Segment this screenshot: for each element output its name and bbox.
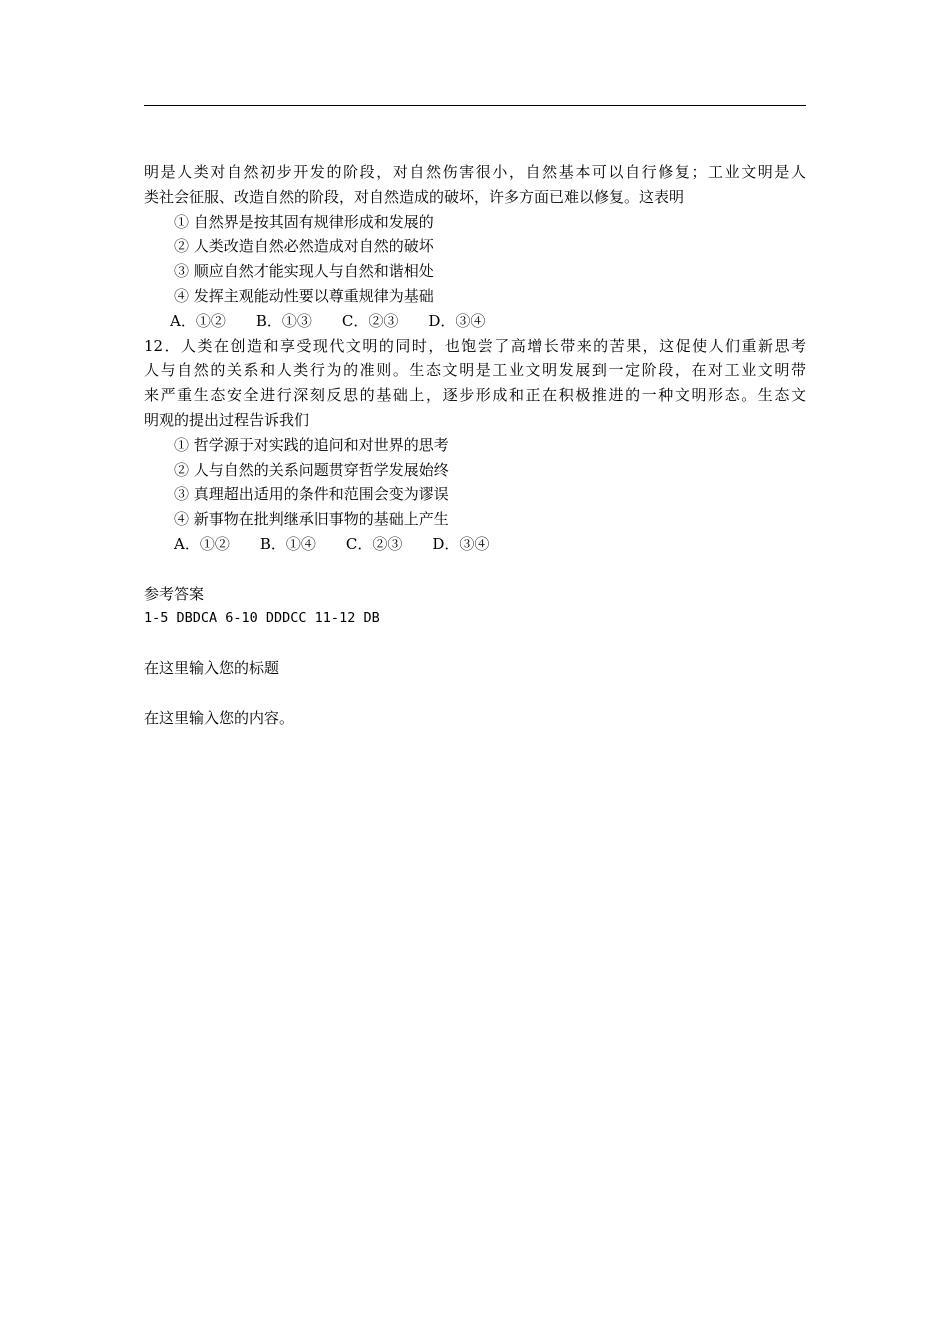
answer-key-heading: 参考答案 xyxy=(144,584,205,603)
placeholder-content[interactable]: 在这里输入您的内容。 xyxy=(144,708,295,727)
statement-item: ② 人与自然的关系问题贯穿哲学发展始终 xyxy=(174,460,449,479)
question-stem-line: 人与自然的关系和人类行为的准则。生态文明是工业文明发展到一定阶段，在对工业文明带 xyxy=(144,361,806,380)
statement-item: ① 哲学源于对实践的追问和对世界的思考 xyxy=(174,435,449,454)
question-stem-line: 明观的提出过程告诉我们 xyxy=(144,410,310,429)
spacer xyxy=(144,557,806,582)
spacer xyxy=(144,631,806,656)
question-stem-line: 明是人类对自然初步开发的阶段，对自然伤害很小，自然基本可以自行修复；工业文明是人 xyxy=(144,163,806,181)
question-stem-line: 来严重生态安全进行深刻反思的基础上，逐步形成和正在积极推进的一种文明形态。生态文 xyxy=(144,386,806,405)
statement-item: ④ 新事物在批判继承旧事物的基础上产生 xyxy=(174,510,449,529)
question-12 xyxy=(144,334,806,557)
statement-item: ② 人类改造自然必然造成对自然的破坏 xyxy=(174,237,434,256)
answer-key xyxy=(144,582,806,632)
answer-options: A．①② B．①③ C．②③ D．③④ xyxy=(170,311,486,330)
question-stem-line: 12．人类在创造和享受现代文明的同时，也饱尝了高增长带来的苦果，这促使人们重新思考 xyxy=(144,336,806,355)
statement-item: ① 自然界是按其固有规律形成和发展的 xyxy=(174,212,434,231)
header-rule xyxy=(144,105,806,106)
spacer xyxy=(144,681,806,706)
question-stem-line: 类社会征服、改造自然的阶段，对自然造成的破坏，许多方面已难以修复。这表明 xyxy=(144,187,685,206)
statement-item: ④ 发挥主观能动性要以尊重规律为基础 xyxy=(174,286,434,305)
document-body xyxy=(144,160,806,730)
placeholder-title[interactable]: 在这里输入您的标题 xyxy=(144,658,280,677)
statement-item: ③ 真理超出适用的条件和范围会变为谬误 xyxy=(174,485,449,504)
question-11 xyxy=(144,160,806,334)
answer-key-text: 1-5 DBDCA 6-10 DDDCC 11-12 DB xyxy=(144,610,380,627)
answer-options: A．①② B．①④ C．②③ D．③④ xyxy=(174,534,490,553)
statement-item: ③ 顺应自然才能实现人与自然和谐相处 xyxy=(174,262,434,281)
